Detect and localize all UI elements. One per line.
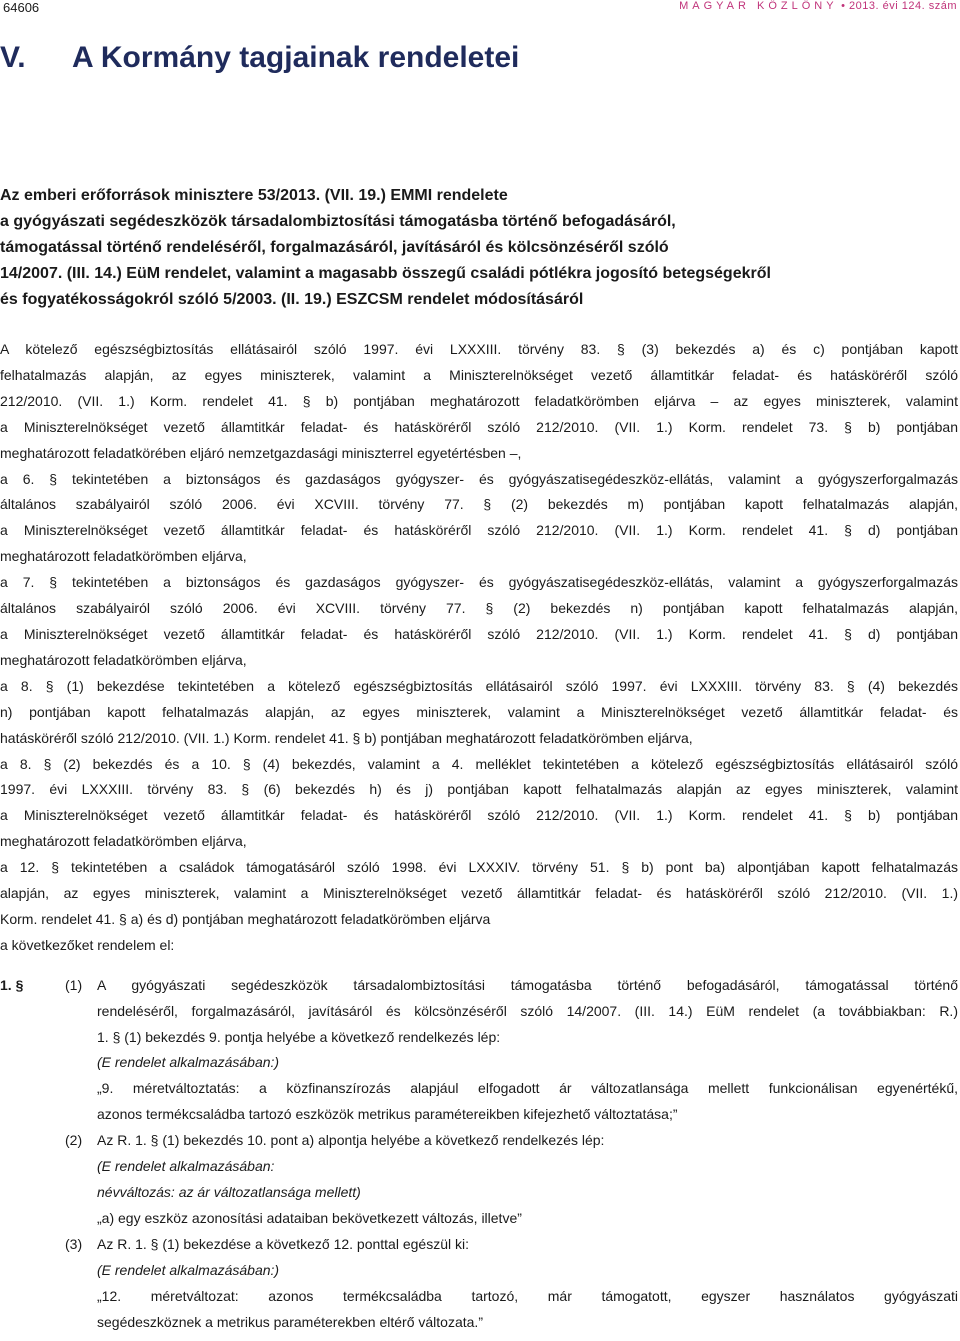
quoted-text: „9. méretváltoztatás: a közfinanszírozás alapjául elfogadott ár változatlansága mellett funkcionálisan egyenértékű,	[97, 1080, 958, 1097]
preamble	[0, 337, 958, 959]
section-1	[0, 973, 958, 1336]
preamble-line: általános szabályairól szóló 2006. évi XCVIII. törvény 77. § (2) bekezdés n) pontjában kapott felhatalmazás alapján,	[0, 600, 958, 617]
paragraph-3	[65, 1232, 958, 1336]
text-line: 1. § (1) bekezdés 9. pontja helyébe a következő rendelkezés lép:	[97, 1028, 501, 1045]
preamble-line: a 12. § tekintetében a családok támogatásáról szóló 1998. évi LXXXIV. törvény 51. § b) pont ba) alpontjában kapott felhatalmazás	[0, 859, 958, 876]
decree-title-line: Az emberi erőforrások minisztere 53/2013. (VII. 19.) EMMI rendelete	[0, 187, 508, 204]
italic-context: (E rendelet alkalmazásában:	[97, 1158, 275, 1175]
decree-title-line: 14/2007. (III. 14.) EüM rendelet, valamint a magasabb összegű családi pótlékra jogosító betegségekről	[0, 265, 771, 282]
italic-context: (E rendelet alkalmazásában:)	[97, 1261, 280, 1278]
preamble-line: a 7. § tekintetében a biztonságos és gazdaságos gyógyszer- és gyógyászatisegédeszköz-ellátás, valamint a gyógyszerforgalmazás	[0, 574, 958, 591]
text-line: Az R. 1. § (1) bekezdés 10. pont a) alpontja helyébe a következő rendelkezés lép:	[97, 1132, 605, 1149]
text-line: rendeléséről, forgalmazásáról, javításáról és kölcsönzéséről szóló 14/2007. (III. 14.) EüM rendelet (a továbbiakban: R.)	[97, 1002, 958, 1019]
decree-title-line: és fogyatékosságokról szóló 5/2003. (II. 19.) ESZCSM rendelet módosításáról	[0, 291, 584, 308]
italic-context: (E rendelet alkalmazásában:)	[97, 1054, 280, 1071]
paragraph-2	[65, 1128, 958, 1232]
paragraph-number: (1)	[65, 976, 83, 993]
paragraph-number: (3)	[65, 1235, 83, 1252]
preamble-line: a Miniszterelnökséget vezető államtitkár feladat- és hatásköréről szóló 212/2010. (VII. 1.) Korm. rendelet 73. § b) pontjában	[0, 418, 958, 435]
quoted-text: azonos termékcsaládba tartozó eszközök metrikus paramétereikben kifejezhető változtatása;”	[97, 1106, 678, 1123]
section-number: V.	[0, 41, 26, 74]
section-heading	[0, 41, 519, 75]
preamble-line: hatásköréről szóló 212/2010. (VII. 1.) Korm. rendelet 41. § b) pontjában meghatározott feladatkörömben eljárva,	[0, 729, 693, 746]
decree-title-line: a gyógyászati segédeszközök társadalombiztosítási támogatásba történő befogadásáról,	[0, 213, 676, 230]
preamble-line: Korm. rendelet 41. § a) és d) pontjában meghatározott feladatkörömben eljárva	[0, 910, 491, 927]
preamble-line: a 8. § (1) bekezdése tekintetében a kötelező egészségbiztosítás ellátásairól szóló 1997. évi LXXXIII. törvény 83. § (4) bekezdés	[0, 677, 958, 694]
text-line: Az R. 1. § (1) bekezdése a következő 12. ponttal egészül ki:	[97, 1235, 469, 1252]
preamble-line: a 6. § tekintetében a biztonságos és gazdaságos gyógyszer- és gyógyászatisegédeszköz-ellátás, valamint a gyógyszerforgalmazás	[0, 470, 958, 487]
decree-body	[0, 337, 958, 1335]
text-line: A gyógyászati segédeszközök társadalombiztosítási támogatásba történő befogadásáról, támogatással történő	[97, 976, 958, 993]
preamble-line: meghatározott feladatkörében eljáró nemzetgazdasági miniszterrel egyetértésben –,	[0, 444, 522, 461]
preamble-line: A kötelező egészségbiztosítás ellátásairól szóló 1997. évi LXXXIII. törvény 83. § (3) bekezdés a) és c) pontjában kapott	[0, 341, 958, 357]
quoted-text: „a) egy eszköz azonosítási adataiban bekövetkezett változás, illetve”	[97, 1209, 522, 1226]
preamble-line: 212/2010. (VII. 1.) Korm. rendelet 41. § b) pontjában meghatározott feladatkörömben eljárva – az egyes miniszterek, valamint	[0, 392, 958, 409]
preamble-line: a Miniszterelnökséget vezető államtitkár feladat- és hatásköréről szóló 212/2010. (VII. 1.) Korm. rendelet 41. § d) pontjában	[0, 522, 958, 539]
preamble-line: alapján, az egyes miniszterek, valamint a Miniszterelnökséget vezető államtitkár feladat- és hatásköréről szóló 212/2010. (VII. 1.)	[0, 885, 958, 902]
paragraph-number: (2)	[65, 1132, 83, 1149]
preamble-line: meghatározott feladatkörömben eljárva,	[0, 548, 247, 565]
preamble-line: meghatározott feladatkörömben eljárva,	[0, 651, 247, 668]
issue-info: • 2013. évi 124. szám	[841, 0, 957, 12]
preamble-line: 1997. évi LXXXIII. törvény 83. § (6) bekezdés h) és j) pontjában kapott felhatalmazás alapján az egyes miniszterek, valamint	[0, 781, 958, 798]
decree-title-line: támogatással történő rendeléséről, forgalmazásáról, javításáról és kölcsönzéséről szóló	[0, 239, 669, 256]
preamble-line: felhatalmazás alapján, az egyes miniszterek, valamint a Miniszterelnökséget vezető államtitkár feladat- és hatásköréről szóló	[0, 366, 958, 383]
quoted-text: „12. méretváltozat: azonos termékcsaládba tartozó, már támogatott, egyszer használatos gyógyászati	[97, 1287, 958, 1304]
running-header	[679, 0, 957, 12]
quoted-text: segédeszköznek a metrikus paraméterekben eltérő változata.”	[97, 1313, 483, 1330]
preamble-line: meghatározott feladatkörömben eljárva,	[0, 833, 247, 850]
preamble-line: a Miniszterelnökséget vezető államtitkár feladat- és hatásköréről szóló 212/2010. (VII. 1.) Korm. rendelet 41. § d) pontjában	[0, 625, 958, 642]
preamble-line: a következőket rendelem el:	[0, 936, 175, 953]
preamble-line: a Miniszterelnökséget vezető államtitkár feladat- és hatásköréről szóló 212/2010. (VII. 1.) Korm. rendelet 41. § b) pontjában	[0, 807, 958, 824]
preamble-line: a 8. § (2) bekezdés és a 10. § (4) bekezdés, valamint a 4. melléklet tekintetében a kötelező egészségbiztosítás ellátásairól szóló	[0, 755, 958, 772]
section-1-number: 1. §	[0, 976, 24, 993]
preamble-line: n) pontjában kapott felhatalmazás alapján, az egyes miniszterek, valamint a Miniszterelnökséget vezető államtitkár feladat- és	[0, 703, 958, 720]
page-number: 64606	[3, 0, 40, 15]
decree-title	[0, 183, 958, 313]
preamble-line: általános szabályairól szóló 2006. évi XCVIII. törvény 77. § (2) bekezdés m) pontjában kapott felhatalmazás alapján,	[0, 496, 958, 513]
italic-context: névváltozás: az ár változatlansága mellett)	[97, 1184, 361, 1200]
section-title: A Kormány tagjainak rendeletei	[72, 41, 520, 74]
publication-name: MAGYAR KÖZLÖNY	[679, 0, 838, 12]
paragraph-1	[65, 973, 958, 1128]
